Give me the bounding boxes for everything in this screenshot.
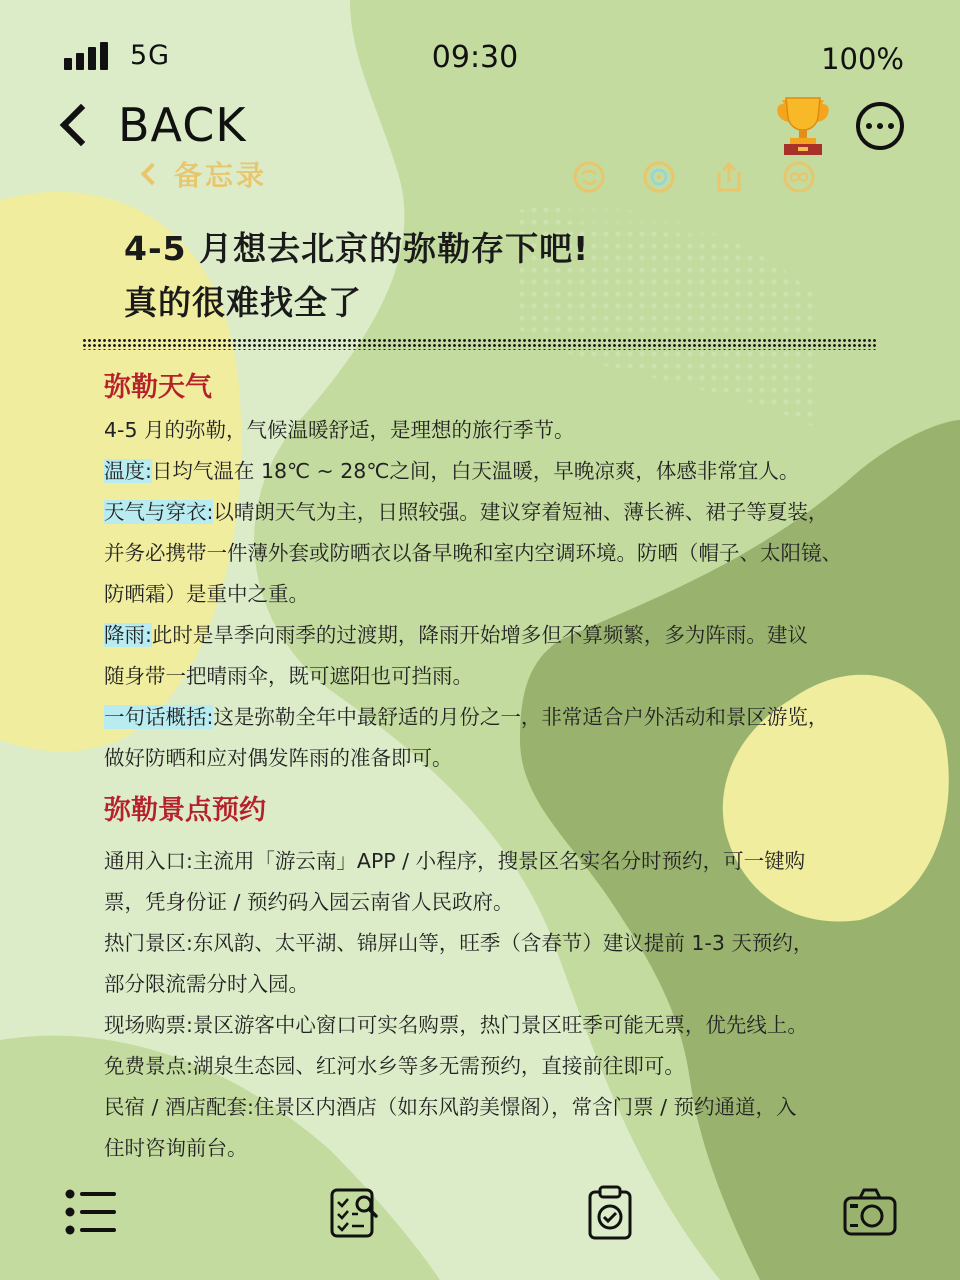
weather-dress-3: 防晒霜）是重中之重。 bbox=[104, 582, 309, 606]
hotel-label: 民宿 / 酒店配套: bbox=[104, 1095, 254, 1119]
onsite-text: 景区游客中心窗口可实名购票，热门景区旺季可能无票，优先线上。 bbox=[192, 1013, 808, 1037]
network-type: 5G bbox=[130, 40, 171, 71]
camera-icon[interactable] bbox=[842, 1184, 898, 1240]
section-heading-weather: 弥勒天气 bbox=[104, 372, 212, 403]
chevron-left-icon bbox=[141, 163, 164, 186]
status-bar bbox=[0, 36, 960, 80]
weather-rain-1 bbox=[104, 615, 864, 656]
temp-label: 温度: bbox=[104, 459, 152, 483]
onsite-label: 现场购票: bbox=[104, 1013, 193, 1037]
page-title bbox=[124, 222, 884, 330]
booking-hot-2: 部分限流需分时入园。 bbox=[104, 972, 309, 996]
free-label: 免费景点: bbox=[104, 1054, 193, 1078]
weather-summary-1 bbox=[104, 697, 864, 738]
summary-label: 一句话概括: bbox=[104, 705, 214, 729]
entry-text-1: 主流用「游云南」APP / 小程序，搜景区名实名分时预约，可一键购 bbox=[192, 849, 806, 873]
smile-icon[interactable] bbox=[572, 160, 606, 194]
compass-icon[interactable] bbox=[642, 160, 676, 194]
list-icon[interactable] bbox=[62, 1184, 118, 1240]
back-label: BACK bbox=[118, 98, 247, 152]
dress-text-1: 以晴朗天气为主，日照较强。建议穿着短袖、薄长裤、裙子等夏装， bbox=[213, 500, 829, 524]
chevron-left-icon bbox=[60, 104, 102, 146]
trophy-icon[interactable] bbox=[776, 94, 830, 156]
share-icon[interactable] bbox=[712, 160, 746, 194]
booking-hot-1 bbox=[104, 923, 864, 964]
checklist-search-icon[interactable] bbox=[326, 1184, 382, 1240]
bottom-toolbar bbox=[0, 1184, 960, 1244]
entry-label: 通用入口: bbox=[104, 849, 193, 873]
rain-text-1: 此时是旱季向雨季的过渡期，降雨开始增多但不算频繁，多为阵雨。建议 bbox=[151, 623, 808, 647]
clock: 09:30 bbox=[431, 40, 519, 75]
title-line-1: 4-5 月想去北京的弥勒存下吧! bbox=[124, 229, 590, 268]
weather-temp bbox=[104, 451, 864, 492]
weather-dress-2: 并务必携带一件薄外套或防晒衣以备早晚和室内空调环境。防晒（帽子、太阳镜、 bbox=[104, 541, 842, 565]
clipboard-check-icon[interactable] bbox=[582, 1184, 638, 1240]
temp-text: 日均气温在 18℃ ~ 28℃之间，白天温暖，早晚凉爽，体感非常宜人。 bbox=[151, 459, 800, 483]
booking-hotel-2: 住时咨询前台。 bbox=[104, 1136, 248, 1160]
battery-level: 100% bbox=[821, 42, 904, 76]
hot-text-1: 东风韵、太平湖、锦屏山等，旺季（含春节）建议提前 1-3 天预约， bbox=[192, 931, 814, 955]
dotted-divider bbox=[82, 338, 878, 350]
back-button[interactable] bbox=[58, 98, 247, 152]
nav-bar bbox=[0, 96, 960, 196]
weather-dress-1 bbox=[104, 492, 864, 533]
summary-text-1: 这是弥勒全年中最舒适的月份之一，非常适合户外活动和景区游览， bbox=[213, 705, 829, 729]
weather-summary-2: 做好防晒和应对偶发阵雨的准备即可。 bbox=[104, 746, 453, 770]
memo-link[interactable] bbox=[144, 154, 267, 194]
booking-onsite bbox=[104, 1005, 864, 1046]
booking-entry-2: 票，凭身份证 / 预约码入园云南省人民政府。 bbox=[104, 890, 514, 914]
weather-intro: 4-5 月的弥勒，气候温暖舒适，是理想的旅行季节。 bbox=[104, 418, 575, 442]
hot-label: 热门景区: bbox=[104, 931, 193, 955]
title-line-2: 真的很难找全了 bbox=[124, 283, 362, 322]
memo-label: 备忘录 bbox=[174, 159, 268, 192]
more-icon[interactable] bbox=[856, 102, 904, 150]
note-content bbox=[104, 362, 864, 1169]
hotel-text-1: 住景区内酒店（如东风韵美憬阁），常含门票 / 预约通道，入 bbox=[253, 1095, 797, 1119]
rain-label: 降雨: bbox=[104, 623, 152, 647]
booking-hotel-1 bbox=[104, 1087, 864, 1128]
booking-entry-1 bbox=[104, 841, 864, 882]
section-heading-booking: 弥勒景点预约 bbox=[104, 795, 266, 826]
infinity-icon[interactable] bbox=[782, 160, 816, 194]
weather-rain-2: 随身带一把晴雨伞，既可遮阳也可挡雨。 bbox=[104, 664, 473, 688]
dress-label: 天气与穿衣: bbox=[104, 500, 214, 524]
booking-free bbox=[104, 1046, 864, 1087]
booking-section bbox=[104, 789, 864, 1169]
free-text: 湖泉生态园、红河水乡等多无需预约，直接前往即可。 bbox=[192, 1054, 685, 1078]
